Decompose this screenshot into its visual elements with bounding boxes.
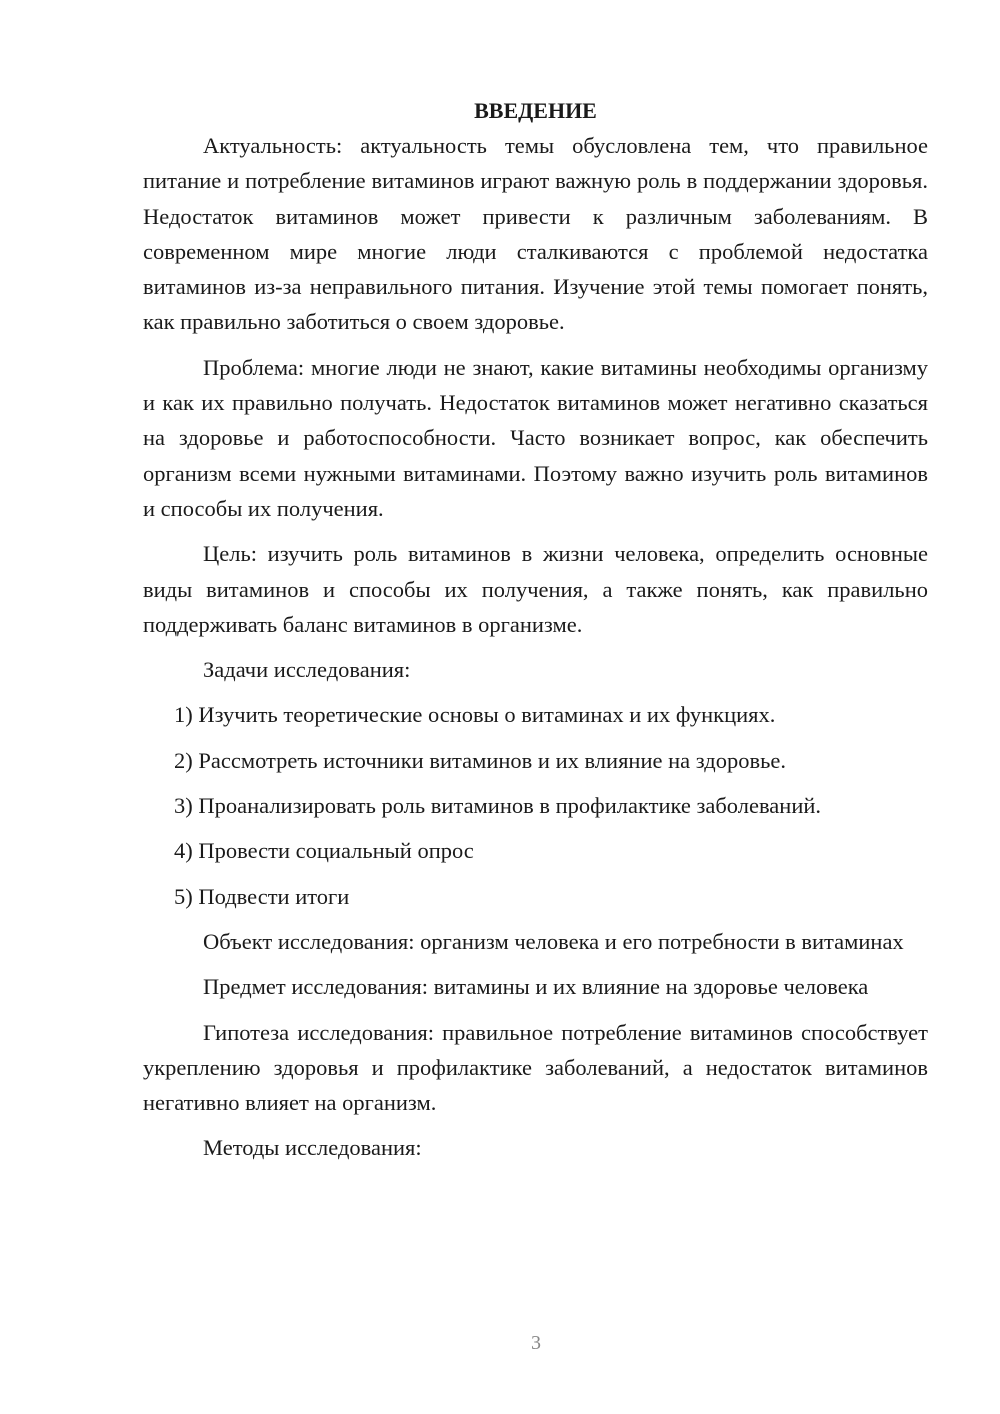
relevance-paragraph: Актуальность: актуальность темы обусловлена тем, что правильное питание и потребление витаминов играют важную роль в поддержании здоровья. Недостаток витаминов может привести к различным заболеваниям. В современном мире многие люди сталкиваются с проблемой недостатка витаминов из-за неправильного питания. Изучение этой темы помогает понять, как правильно заботиться о своем здоровье. <box>143 133 928 335</box>
hypothesis-paragraph: Гипотеза исследования: правильное потребление витаминов способствует укреплению здоровья и профилактике заболеваний, а недостаток витаминов негативно влияет на организм. <box>143 1019 928 1116</box>
list-item: 1) Изучить теоретические основы о витаминах и их функциях. <box>174 702 776 728</box>
object-paragraph: Объект исследования: организм человека и его потребности в витаминах <box>203 928 904 954</box>
tasks-heading: Задачи исследования: <box>203 657 411 683</box>
document-page <box>143 93 928 1176</box>
goal-paragraph: Цель: изучить роль витаминов в жизни человека, определить основные виды витаминов и способы их получения, а также понять, как правильно поддерживать баланс витаминов в организме. <box>143 541 928 637</box>
section-title: ВВЕДЕНИЕ <box>474 98 597 123</box>
problem-paragraph: Проблема: многие люди не знают, какие витамины необходимы организму и как их правильно получать. Недостаток витаминов может негативно сказаться на здоровье и работоспособности. Часто возникает вопрос, как обеспечить организм всеми нужными витаминами. Поэтому важно изучить роль витаминов и способы их получения. <box>143 354 928 521</box>
page-number: 3 <box>531 1332 541 1354</box>
list-item: 5) Подвести итоги <box>174 883 350 909</box>
list-item: 4) Провести социальный опрос <box>174 838 474 864</box>
tasks-list <box>143 697 928 913</box>
methods-heading: Методы исследования: <box>203 1135 422 1161</box>
subject-paragraph: Предмет исследования: витамины и их влияние на здоровье человека <box>203 974 869 1000</box>
list-item: 2) Рассмотреть источники витаминов и их влияние на здоровье. <box>174 747 786 773</box>
list-item: 3) Проанализировать роль витаминов в профилактике заболеваний. <box>174 793 822 819</box>
